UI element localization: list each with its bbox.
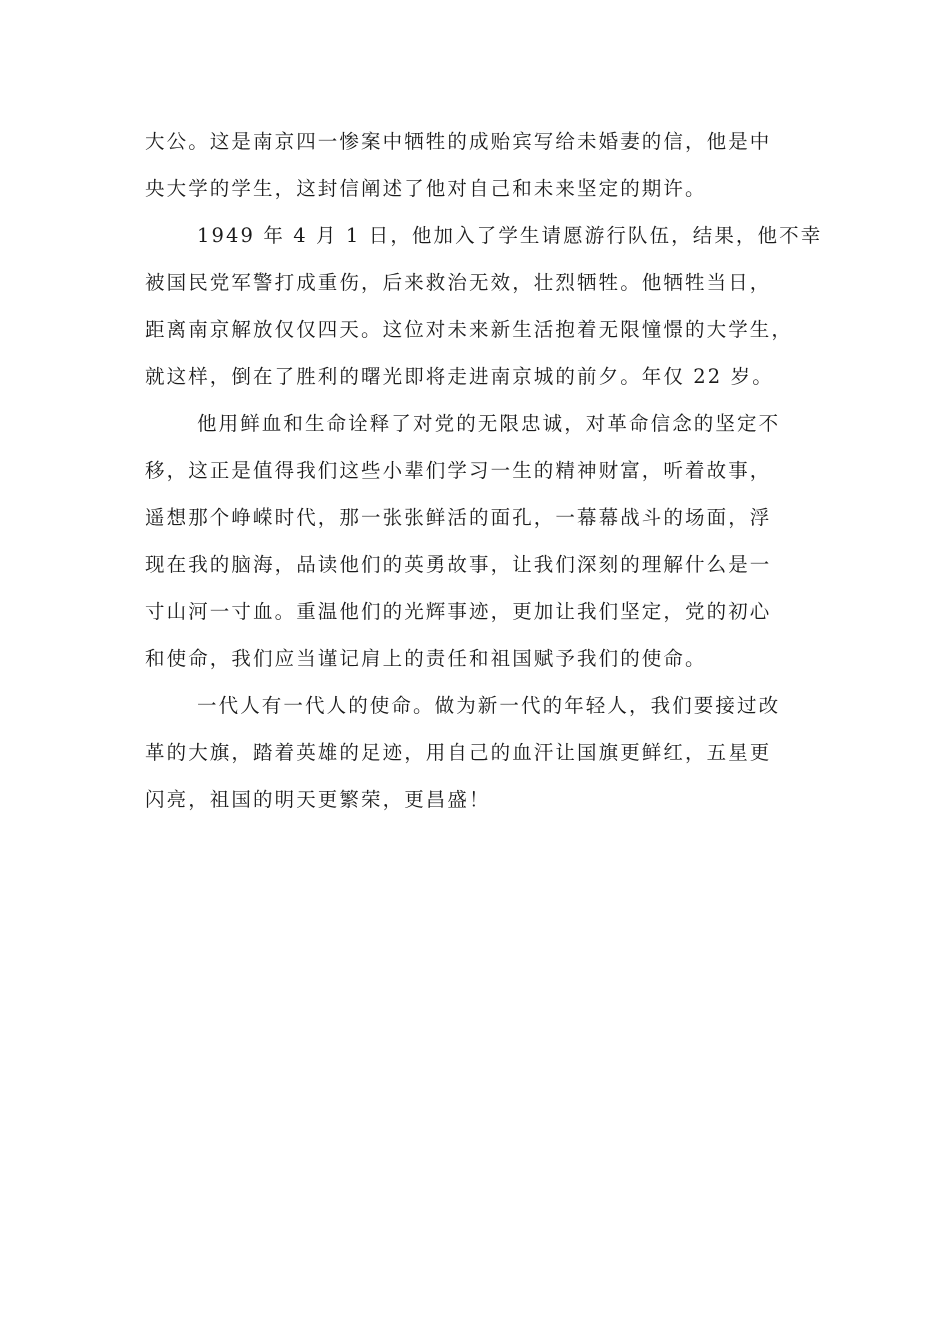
paragraph-4 (145, 696, 821, 810)
paragraph-1 (145, 132, 821, 199)
text-line: 革的大旗，踏着英雄的足迹，用自己的血汗让国旗更鲜红，五星更 (145, 741, 772, 764)
text-line: 大公。这是南京四一惨案中牺牲的成贻宾写给未婚妻的信，他是中 (145, 130, 772, 153)
text-line: 就这样，倒在了胜利的曙光即将走进南京城的前夕。年仅 22 岁。 (145, 365, 774, 388)
text-line: 他用鲜血和生命诠释了对党的无限忠诚，对革命信念的坚定不 (197, 412, 781, 435)
text-line: 距离南京解放仅仅四天。这位对未来新生活抱着无限憧憬的大学生， (145, 318, 794, 341)
text-line: 闪亮，祖国的明天更繁荣，更昌盛！ (145, 788, 491, 811)
paragraph-2 (145, 226, 821, 387)
document-body (145, 132, 821, 837)
text-line: 遥想那个峥嵘时代，那一张张鲜活的面孔，一幕幕战斗的场面，浮 (145, 506, 772, 529)
text-line: 移，这正是值得我们这些小辈们学习一生的精神财富，听着故事， (145, 459, 772, 482)
text-line: 央大学的学生，这封信阐述了他对自己和未来坚定的期许。 (145, 177, 707, 200)
paragraph-3 (145, 414, 821, 669)
text-line: 1949 年 4 月 1 日，他加入了学生请愿游行队伍，结果，他不幸 (197, 224, 823, 247)
text-line: 一代人有一代人的使命。做为新一代的年轻人，我们要接过改 (197, 694, 781, 717)
text-line: 被国民党军警打成重伤，后来救治无效，壮烈牺牲。他牺牲当日， (145, 271, 772, 294)
text-line: 和使命，我们应当谨记肩上的责任和祖国赋予我们的使命。 (145, 647, 707, 670)
text-line: 现在我的脑海，品读他们的英勇故事，让我们深刻的理解什么是一 (145, 553, 772, 576)
text-line: 寸山河一寸血。重温他们的光辉事迹，更加让我们坚定，党的初心 (145, 600, 772, 623)
